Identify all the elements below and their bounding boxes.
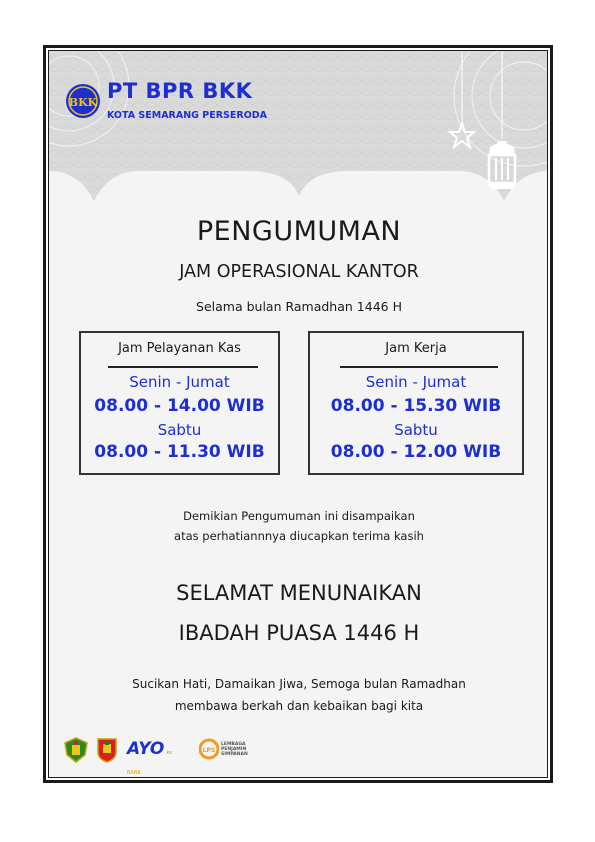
lantern-icon — [487, 141, 517, 189]
closing-line-2: atas perhatiannnya diucapkan terima kasih — [174, 529, 424, 543]
schedule-day-weekday: Senin - Jumat — [365, 373, 467, 391]
closing-line-1: Demikian Pengumuman ini disampaikan — [183, 509, 415, 523]
schedule-time-weekday: 08.00 - 14.00 WIB — [94, 396, 265, 416]
wish-text — [49, 673, 548, 717]
lps-text: LEMBAGA PENJAMIN SIMPANAN — [221, 742, 248, 757]
greeting-line-2: IBADAH PUASA 1446 H — [178, 621, 420, 645]
announcement-title: PENGUMUMAN — [196, 216, 402, 247]
greeting-line-1: SELAMAT MENUNAIKAN — [176, 581, 422, 605]
poster — [48, 50, 548, 778]
heading-underline — [108, 366, 258, 368]
svg-text:LPS: LPS — [202, 747, 216, 754]
wish-line-2: membawa berkah dan kebaikan bagi kita — [174, 699, 424, 713]
schedule-time-weekday: 08.00 - 15.30 WIB — [330, 396, 502, 416]
lps-logo — [199, 737, 219, 761]
schedule-time-saturday: 08.00 - 11.30 WIB — [94, 442, 265, 462]
star-icon — [450, 123, 474, 147]
closing-text — [49, 506, 548, 546]
bank-logo — [65, 79, 285, 129]
central-java-emblem-icon — [63, 737, 89, 763]
announcement-period: Selama bulan Ramadhan 1446 H — [196, 299, 402, 314]
semarang-city-emblem-icon — [97, 737, 117, 763]
schedule-day-saturday: Sabtu — [157, 421, 202, 439]
announcement-subtitle: JAM OPERASIONAL KANTOR — [179, 262, 419, 282]
bank-subtitle: KOTA SEMARANG PERSERODA — [107, 110, 268, 121]
heading-underline — [340, 366, 498, 368]
schedule-day-weekday: Senin - Jumat — [129, 373, 230, 391]
star-lantern-decoration — [407, 51, 547, 211]
ayo-ke-bank-logo: AYO ke BANK — [127, 739, 173, 776]
schedule-time-saturday: 08.00 - 12.00 WIB — [330, 442, 502, 462]
bank-emblem-icon — [65, 83, 101, 119]
svg-text:BKK: BKK — [68, 96, 98, 109]
schedule-box-cash-service — [79, 331, 280, 475]
schedule-box-work-hours — [308, 331, 524, 475]
schedule-heading: Jam Pelayanan Kas — [118, 341, 241, 356]
wish-line-1: Sucikan Hati, Damaikan Jiwa, Semoga bulan Ramadhan — [132, 677, 466, 691]
footer-logos — [63, 737, 263, 776]
bank-name: PT BPR BKK — [107, 79, 253, 103]
schedule-heading: Jam Kerja — [385, 341, 447, 356]
schedule-day-saturday: Sabtu — [394, 421, 438, 439]
